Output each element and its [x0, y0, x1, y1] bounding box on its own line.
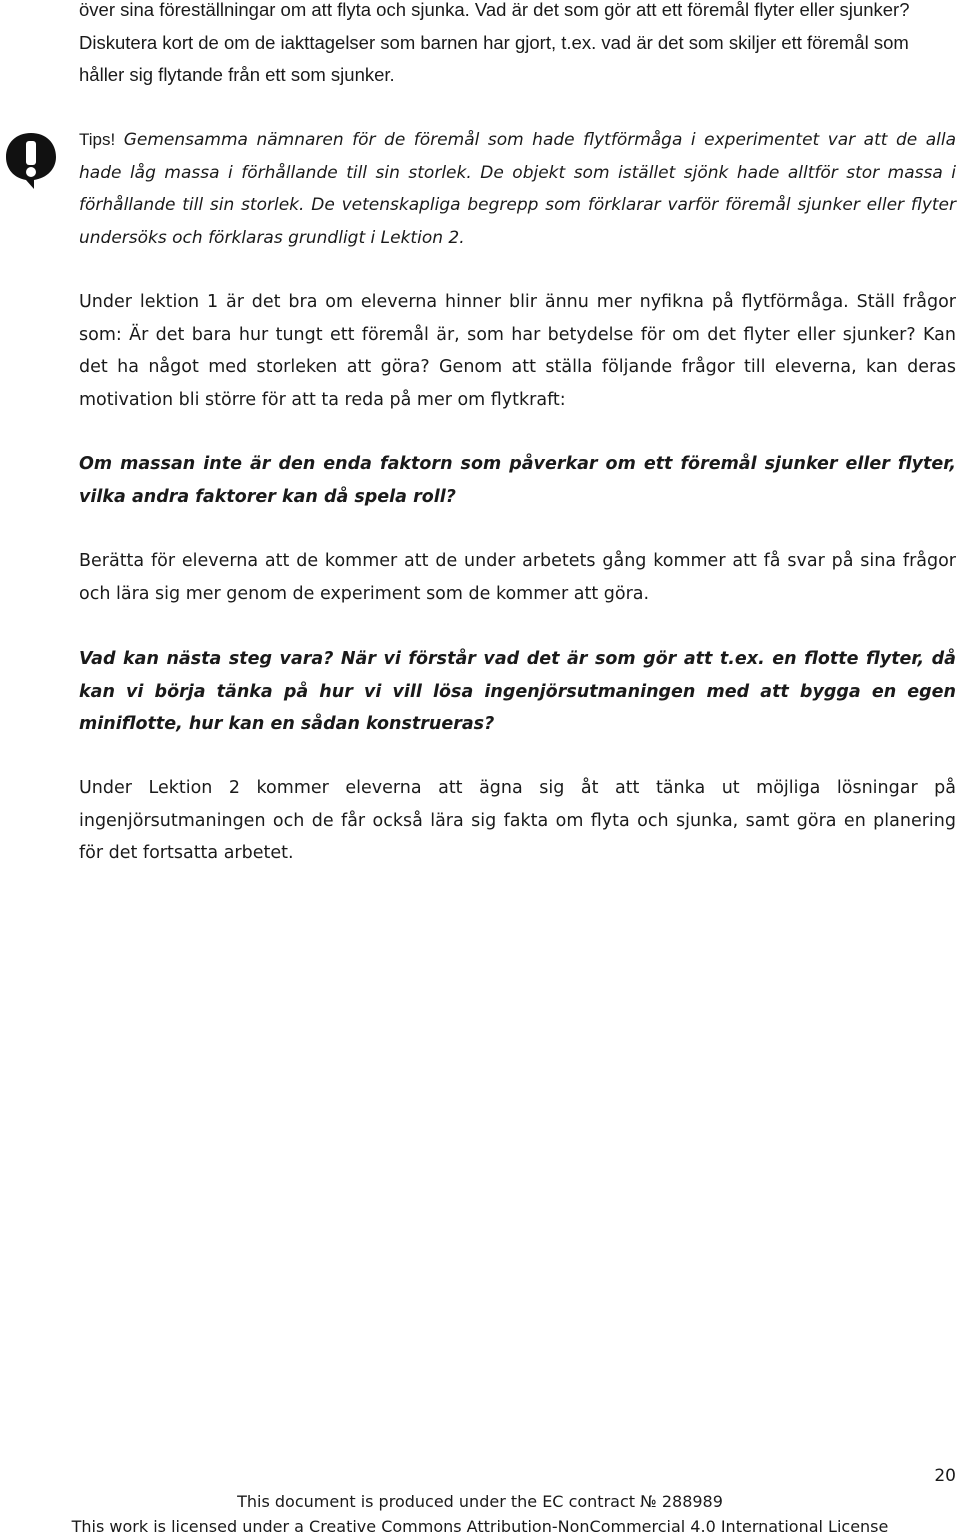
page-number: 20: [934, 1466, 956, 1486]
tips-paragraph: [79, 124, 956, 254]
tips-text: Gemensamma nämnaren för de föremål som hade flytförmåga i experimentet var att de alla hade låg massa i förhållande till sin storlek. De objekt som istället sjönk hade alltför stor massa i förhållande till sin storlek. De vetenskapliga begrepp som förklarar varför föremål sjunker eller flyter undersöks och förklaras grundligt i Lektion 2.: [79, 130, 956, 248]
tips-lead: Tips!: [79, 130, 116, 149]
question-next-step: Vad kan nästa steg vara? När vi förstår vad det är som gör att t.ex. en flotte flyter, då kan vi börja tänka på hur vi vill lösa ingenjörsutmaningen med att bygga en egen miniflotte, hur kan en sådan konstrueras?: [79, 649, 956, 734]
paragraph-lesson-2: Under Lektion 2 kommer eleverna att ägna sig åt att tänka ut möjliga lösningar på ingenjörsutmaningen och de får också lära sig fakta om flyta och sjunka, samt göra en planering för det fortsatta arbetet.: [79, 778, 956, 863]
paragraph-tell-students: Berätta för eleverna att de kommer att de under arbetets gång kommer att få svar på sina frågor och lära sig mer genom de experiment som de kommer att göra.: [79, 551, 956, 604]
footer-contract: This document is produced under the EC contract № 288989: [237, 1492, 723, 1511]
intro-paragraph: över sina föreställningar om att flyta och sjunka. Vad är det som gör att ett föremål flyter eller sjunker? Diskutera kort de om de iakttagelser som barnen har gjort, t.ex. vad är det som skiljer ett föremål som håller sig flytande från ett som sjunker.: [79, 0, 910, 85]
footer-license: This work is licensed under a Creative Commons Attribution-NonCommercial 4.0 International License: [71, 1517, 889, 1536]
exclamation-speech-bubble-icon: [4, 131, 58, 191]
question-other-factors: Om massan inte är den enda faktorn som påverkar om ett föremål sjunker eller flyter, vilka andra faktorer kan då spela roll?: [79, 454, 956, 507]
paragraph-lesson-1: Under lektion 1 är det bra om eleverna hinner blir ännu mer nyfikna på flytförmåga. Ställ frågor som: Är det bara hur tungt ett föremål är, som har betydelse för om det flyter eller sjunker? Kan det ha något med storleken att göra? Genom att ställa följande frågor till eleverna, kan deras motivation bli större för att ta reda på mer om flytkraft:: [79, 292, 956, 410]
